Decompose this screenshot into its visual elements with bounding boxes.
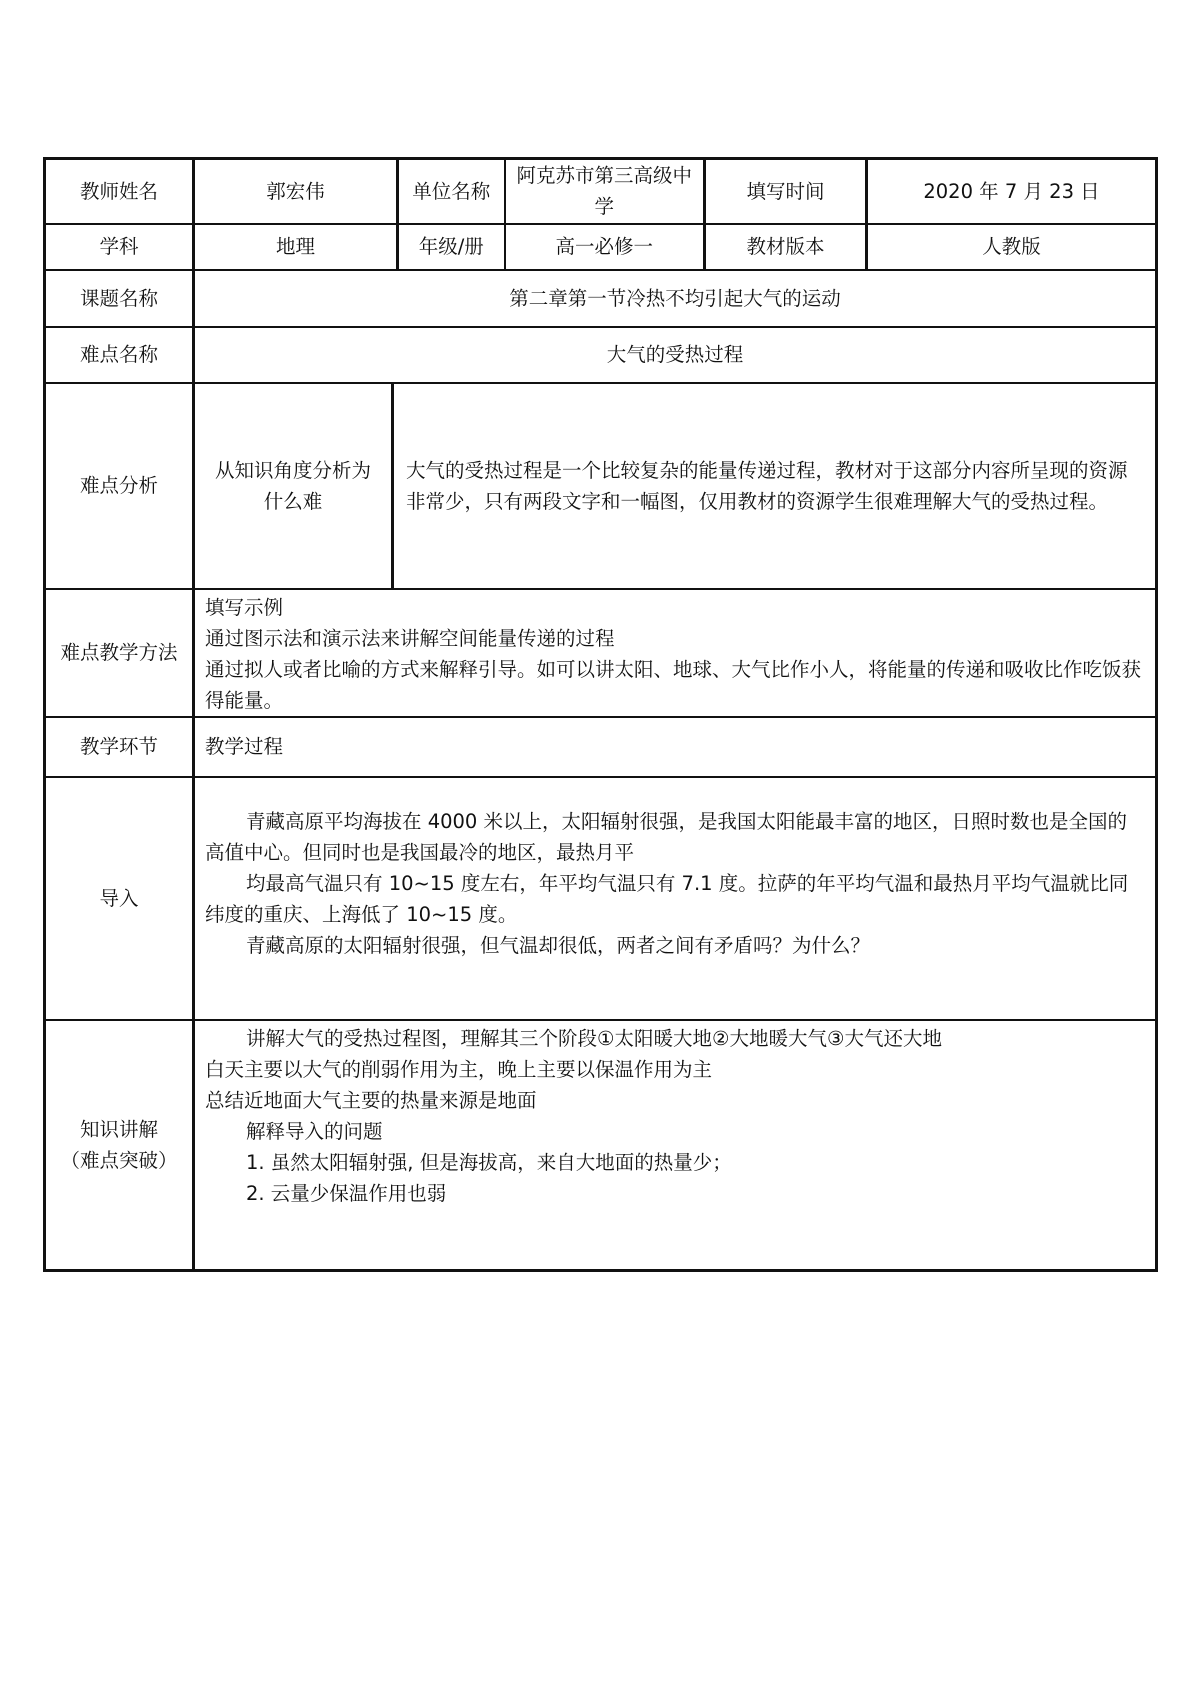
- method-row: [45, 589, 1157, 717]
- method-line-2: 通过图示法和演示法来讲解空间能量传递的过程: [205, 626, 615, 650]
- analysis-row: [45, 383, 1157, 589]
- teacher-value: 郭宏伟: [194, 159, 398, 224]
- knowledge-line-3: 总结近地面大气主要的热量来源是地面: [205, 1088, 537, 1112]
- topic-label: 课题名称: [45, 270, 194, 327]
- knowledge-line-4: 解释导入的问题: [246, 1119, 383, 1143]
- knowledge-label-line-2: （难点突破）: [60, 1148, 178, 1172]
- subject-value: 地理: [194, 224, 398, 270]
- teacher-label: 教师姓名: [45, 159, 194, 224]
- grade-value: 高一必修一: [505, 224, 705, 270]
- topic-row: [45, 270, 1157, 327]
- intro-label: 导入: [45, 777, 194, 1020]
- grade-label: 年级/册: [398, 224, 505, 270]
- subject-label: 学科: [45, 224, 194, 270]
- analysis-text: 大气的受热过程是一个比较复杂的能量传递过程，教材对于这部分内容所呈现的资源非常少，只有两段文字和一幅图，仅用教材的资源学生很难理解大气的受热过程。: [393, 383, 1157, 589]
- edition-label: 教材版本: [705, 224, 867, 270]
- unit-value: 阿克苏市第三高级中学: [505, 159, 705, 224]
- knowledge-line-1: 讲解大气的受热过程图，理解其三个阶段①太阳暖大地②大地暖大气③大气还大地: [246, 1026, 942, 1050]
- knowledge-label: [45, 1020, 194, 1271]
- process-row: [45, 717, 1157, 777]
- topic-value: 第二章第一节冷热不均引起大气的运动: [194, 270, 1157, 327]
- date-value: 2020 年 7 月 23 日: [867, 159, 1157, 224]
- knowledge-label-line-1: 知识讲解: [79, 1117, 158, 1141]
- knowledge-line-6: 2. 云量少保温作用也弱: [246, 1181, 447, 1205]
- intro-paragraph-1: 青藏高原平均海拔在 4000 米以上，太阳辐射很强，是我国太阳能最丰富的地区，日照时数也是全国的高值中心。但同时也是我国最冷的地区，最热月平: [205, 809, 1128, 864]
- difficulty-row: [45, 327, 1157, 383]
- lesson-form-sheet: [43, 157, 1155, 1272]
- difficulty-value: 大气的受热过程: [194, 327, 1157, 383]
- header-row-2: [45, 224, 1157, 270]
- intro-paragraph-3: 青藏高原的太阳辐射很强，但气温却很低，两者之间有矛盾吗？为什么？: [246, 933, 871, 957]
- analysis-label: 难点分析: [45, 383, 194, 589]
- knowledge-row: [45, 1020, 1157, 1271]
- unit-label: 单位名称: [398, 159, 505, 224]
- header-row-1: [45, 159, 1157, 224]
- knowledge-line-2: 白天主要以大气的削弱作用为主，晚上主要以保温作用为主: [205, 1057, 713, 1081]
- method-line-1: 填写示例: [205, 595, 284, 619]
- process-value: 教学过程: [194, 717, 1157, 777]
- analysis-sub-label: 从知识角度分析为什么难: [194, 383, 393, 589]
- method-label: 难点教学方法: [45, 589, 194, 717]
- difficulty-label: 难点名称: [45, 327, 194, 383]
- date-label: 填写时间: [705, 159, 867, 224]
- intro-row: [45, 777, 1157, 1020]
- edition-value: 人教版: [867, 224, 1157, 270]
- knowledge-line-5: 1. 虽然太阳辐射强, 但是海拔高，来自大地面的热量少；: [246, 1150, 732, 1174]
- process-label: 教学环节: [45, 717, 194, 777]
- lesson-form-table: [43, 157, 1158, 1272]
- method-line-3: 通过拟人或者比喻的方式来解释引导。如可以讲太阳、地球、大气比作小人，将能量的传递和吸收比作吃饭获得能量。: [205, 657, 1142, 712]
- intro-paragraph-2: 均最高气温只有 10~15 度左右，年平均气温只有 7.1 度。拉萨的年平均气温和最热月平均气温就比同纬度的重庆、上海低了 10~15 度。: [205, 871, 1129, 926]
